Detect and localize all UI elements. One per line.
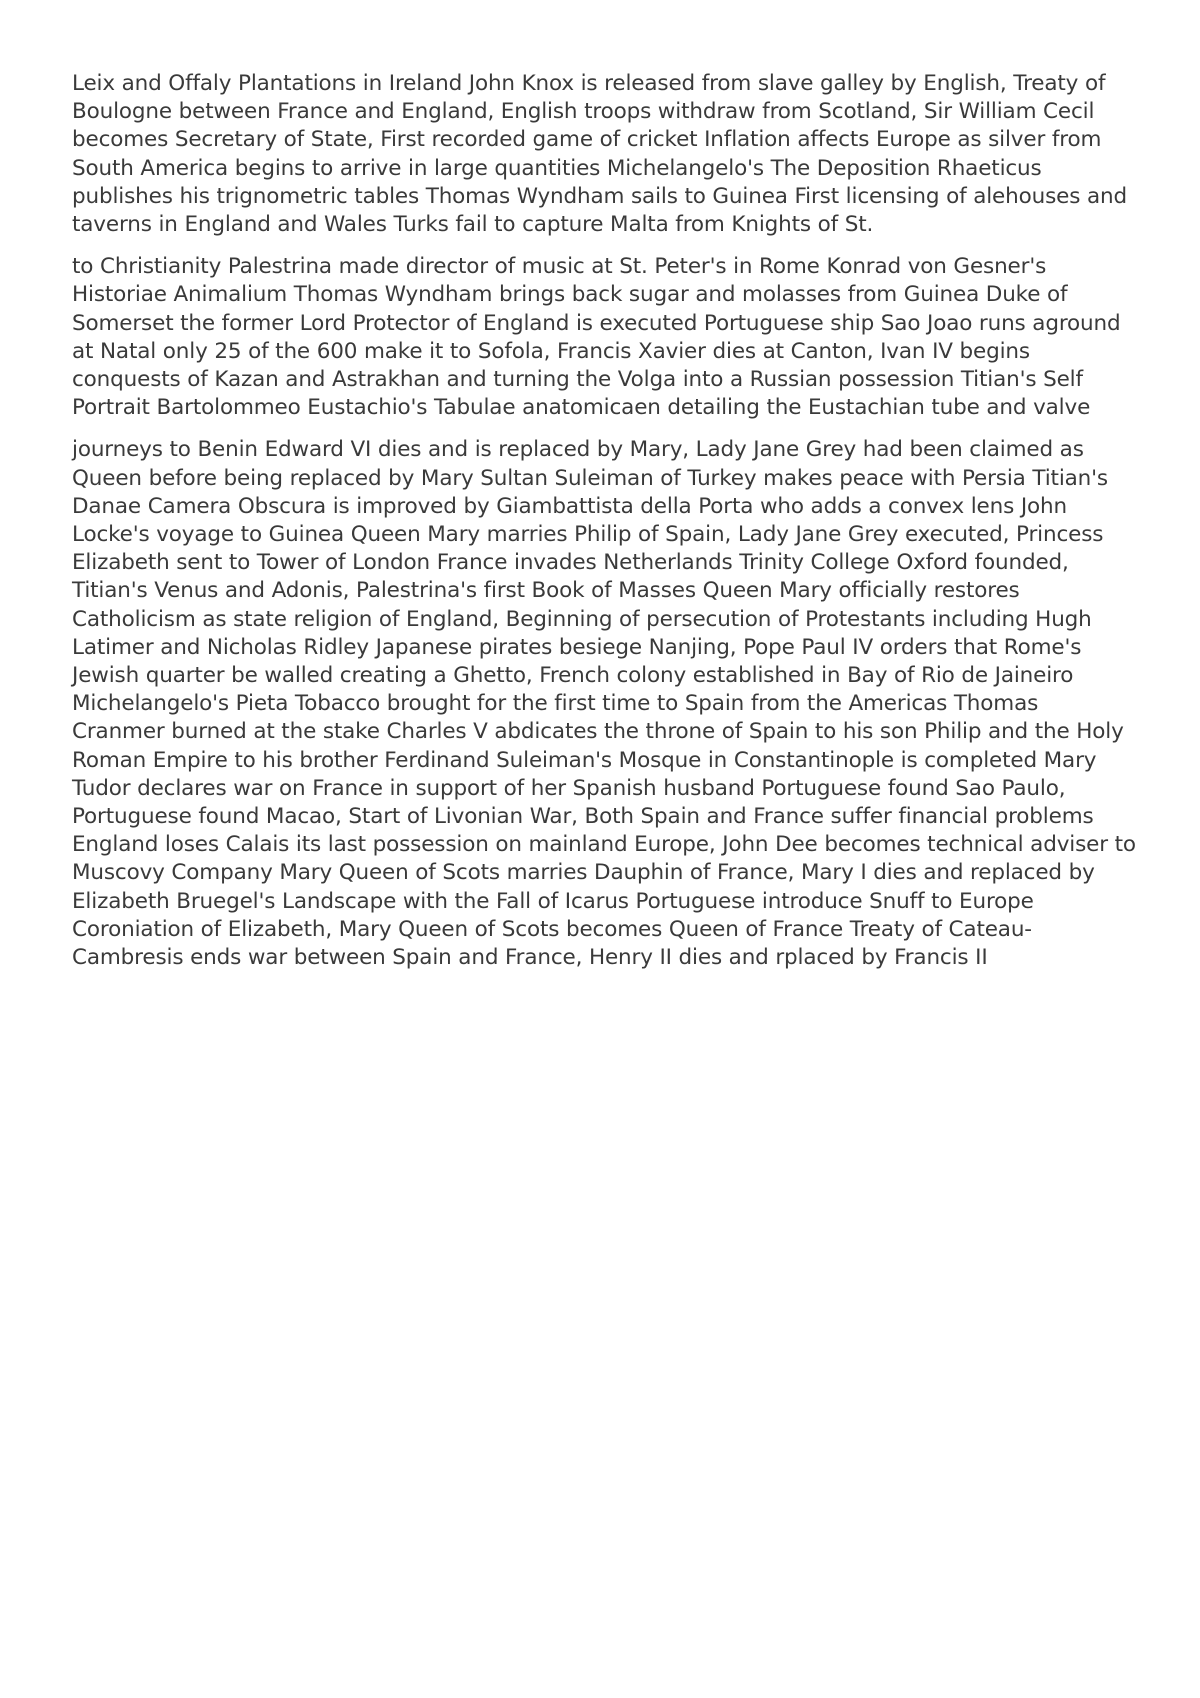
paragraph-3: journeys to Benin Edward VI dies and is replaced by Mary, Lady Jane Grey had been claimed as Queen before being replaced by Mary Sultan Suleiman of Turkey makes peace with Persia Titian's Danae Camera Obscura is improved by Giambattista della Porta who adds a convex lens John Locke's voyage to Guinea Queen Mary marries Philip of Spain, Lady Jane Grey executed, Princess Elizabeth sent to Tower of London France invades Netherlands Trinity College Oxford founded, Titian's Venus and Adonis, Palestrina's first Book of Masses Queen Mary officially restores Catholicism as state religion of England, Beginning of persecution of Protestants including Hugh Latimer and Nicholas Ridley Japanese pirates besiege Nanjing, Pope Paul IV orders that Rome's Jewish quarter be walled creating a Ghetto, French colony established in Bay of Rio de Jaineiro Michelangelo's Pieta Tobacco brought for the first time to Spain from the Americas Thomas Cranmer burned at the stake Charles V abdicates the throne of Spain to his son Philip and the Holy Roman Empire to his brother Ferdinand Suleiman's Mosque in Constantinople is completed Mary Tudor declares war on France in support of her Spanish husband Portuguese found Sao Paulo, Portuguese found Macao, Start of Livonian War, Both Spain and France suffer financial problems England loses Calais its last possession on mainland Europe, John Dee becomes technical adviser to Muscovy Company Mary Queen of Scots marries Dauphin of France, Mary I dies and replaced by Elizabeth Bruegel's Landscape with the Fall of Icarus Portuguese introduce Snuff to Europe Coroniation of Elizabeth, Mary Queen of Scots becomes Queen of France Treaty of Cateau-Cambresis ends war between Spain and France, Henry II dies and rplaced by Francis II — [72, 437, 1136, 971]
paragraph-2: to Christianity Palestrina made director of music at St. Peter's in Rome Konrad von Gesner's Historiae Animalium Thomas Wyndham brings back sugar and molasses from Guinea Duke of Somerset the former Lord Protector of England is executed Portuguese ship Sao Joao runs aground at Natal only 25 of the 600 make it to Sofola, Francis Xavier dies at Canton, Ivan IV begins conquests of Kazan and Astrakhan and turning the Volga into a Russian possession Titian's Self Portrait Bartolommeo Eustachio's Tabulae anatomicaen detailing the Eustachian tube and valve — [72, 254, 1121, 421]
paragraph-1: Leix and Offaly Plantations in Ireland John Knox is released from slave galley by English, Treaty of Boulogne between France and England, English troops withdraw from Scotland, Sir William Cecil becomes Secretary of State, First recorded game of cricket Inflation affects Europe as silver from South America begins to arrive in large quantities Michelangelo's The Deposition Rhaeticus publishes his trignometric tables Thomas Wyndham sails to Guinea First licensing of alehouses and taverns in England and Wales Turks fail to capture Malta from Knights of St. — [72, 71, 1127, 238]
document-page — [72, 70, 1136, 986]
